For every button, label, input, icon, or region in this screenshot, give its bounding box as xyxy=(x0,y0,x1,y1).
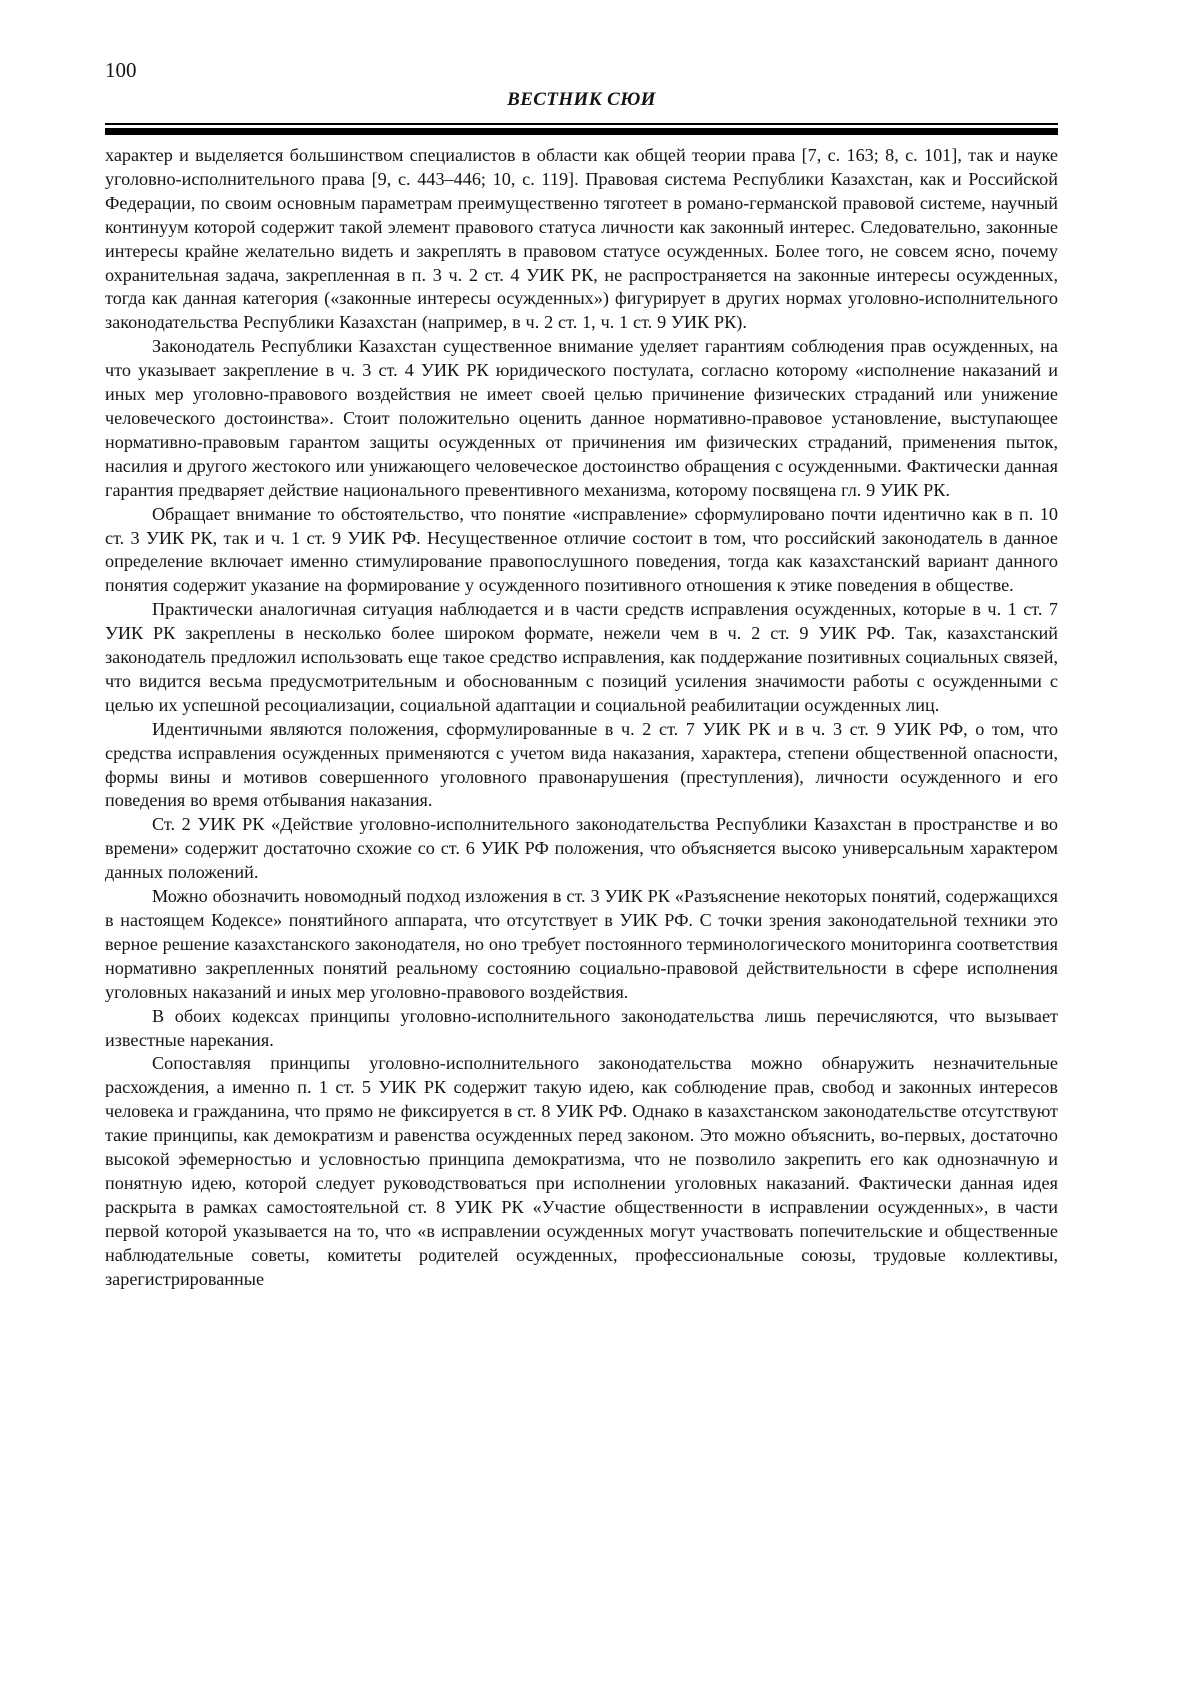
paragraph: В обоих кодексах принципы уголовно-исполнительного законодательства лишь перечисляются, что вызывает известные нарекания. xyxy=(105,1005,1058,1050)
page-number: 100 xyxy=(105,58,137,82)
paragraph: Законодатель Республики Казахстан существенное внимание уделяет гарантиям соблюдения прав осужденных, на что указывает закрепление в ч. 3 ст. 4 УИК РК юридического постулата, согласно которому «исполнение наказаний и иных мер уголовно-правового воздействия не имеет своей целью причинение физических страданий или унижение человеческого достоинства». Стоит положительно оценить данное нормативно-правовое установление, выступающее нормативно-правовым гарантом защиты осужденных от причинения им физических страданий, применения пыток, насилия и другого жестокого или унижающего человеческое достоинство обращения с осужденными. Фактически данная гарантия предваряет действие национального превентивного механизма, которому посвящена гл. 9 УИК РК. xyxy=(105,336,1058,500)
paragraph: Сопоставляя принципы уголовно-исполнительного законодательства можно обнаружить незначительные расхождения, а именно п. 1 ст. 5 УИК РК содержит такую идею, как соблюдение прав, свобод и законных интересов человека и гражданина, что прямо не фиксируется в ст. 8 УИК РФ. Однако в казахстанском законодательстве отсутствуют такие принципы, как демократизм и равенства осужденных перед законом. Это можно объяснить, во-первых, достаточно высокой эфемерностью и условностью принципа демократизма, что не позволило закрепить его как однозначную и понятную идею, которой следует руководствоваться при исполнении уголовных наказаний. Фактически данная идея раскрыта в рамках самостоятельной ст. 8 УИК РК «Участие общественности в исправлении осужденных», в части первой которой указывается на то, что «в исправлении осужденных могут участвовать попечительские и общественные наблюдательные советы, комитеты родителей осужденных, профессиональные союзы, трудовые коллективы, зарегистрированные xyxy=(105,1053,1058,1289)
article-body xyxy=(105,144,1058,1292)
paragraph: Можно обозначить новомодный подход изложения в ст. 3 УИК РК «Разъяснение некоторых понятий, содержащихся в настоящем Кодексе» понятийного аппарата, что отсутствует в УИК РФ. С точки зрения законодательной техники это верное решение казахстанского законодателя, но оно требует постоянного терминологического мониторинга соответствия нормативно закрепленных понятий реальному состоянию социально-правовой действительности в сфере исполнения уголовных наказаний и иных мер уголовно-правового воздействия. xyxy=(105,886,1058,1002)
header-double-rule xyxy=(105,123,1058,135)
page-content xyxy=(105,58,1058,1292)
paragraph: Обращает внимание то обстоятельство, что понятие «исправление» сформулировано почти идентично как в п. 10 ст. 3 УИК РК, так и ч. 1 ст. 9 УИК РФ. Несущественное отличие состоит в том, что российский законодатель в данное определение включает именно стимулирование правопослушного поведения, тогда как казахстанский вариант данного понятия содержит указание на формирование у осужденного позитивного отношения к этике поведения в обществе. xyxy=(105,503,1058,596)
paragraph: Идентичными являются положения, сформулированные в ч. 2 ст. 7 УИК РК и в ч. 3 ст. 9 УИК РФ, о том, что средства исправления осужденных применяются с учетом вида наказания, характера, степени общественной опасности, формы вины и мотивов совершенного уголовного правонарушения (преступления), личности осужденного и его поведения во время отбывания наказания. xyxy=(105,718,1058,811)
journal-header-title: ВЕСТНИК СЮИ xyxy=(507,89,656,110)
paragraph: Ст. 2 УИК РК «Действие уголовно-исполнительного законодательства Республики Казахстан в пространстве и во времени» содержит достаточно схожие со ст. 6 УИК РФ положения, что объясняется высоко универсальным характером данных положений. xyxy=(105,814,1058,883)
paragraph: характер и выделяется большинством специалистов в области как общей теории права [7, с. 163; 8, с. 101], так и науке уголовно-исполнительного права [9, с. 443–446; 10, с. 119]. Правовая система Республики Казахстан, как и Российской Федерации, по своим основным параметрам преимущественно тяготеет в романо-германской правовой системе, научный континуум которой содержит такой элемент правового статуса личности как законный интерес. Следовательно, законные интересы крайне желательно видеть и закреплять в правовом статусе осужденных. Более того, не совсем ясно, почему охранительная задача, закрепленная в п. 3 ч. 2 ст. 4 УИК РК, не распространяется на законные интересы осужденных, тогда как данная категория («законные интересы осужденных») фигурирует в других нормах уголовно-исполнительного законодательства Республики Казахстан (например, в ч. 2 ст. 1, ч. 1 ст. 9 УИК РК). xyxy=(105,145,1058,333)
paragraph: Практически аналогичная ситуация наблюдается и в части средств исправления осужденных, которые в ч. 1 ст. 7 УИК РК закреплены в несколько более широком формате, нежели чем в ч. 2 ст. 9 УИК РФ. Так, казахстанский законодатель предложил использовать еще такое средство исправления, как поддержание позитивных социальных связей, что видится весьма предусмотрительным и обоснованным с позиций усиления значимости работы с осужденными с целью их успешной ресоциализации, социальной адаптации и социальной реабилитации осужденных лиц. xyxy=(105,599,1058,715)
